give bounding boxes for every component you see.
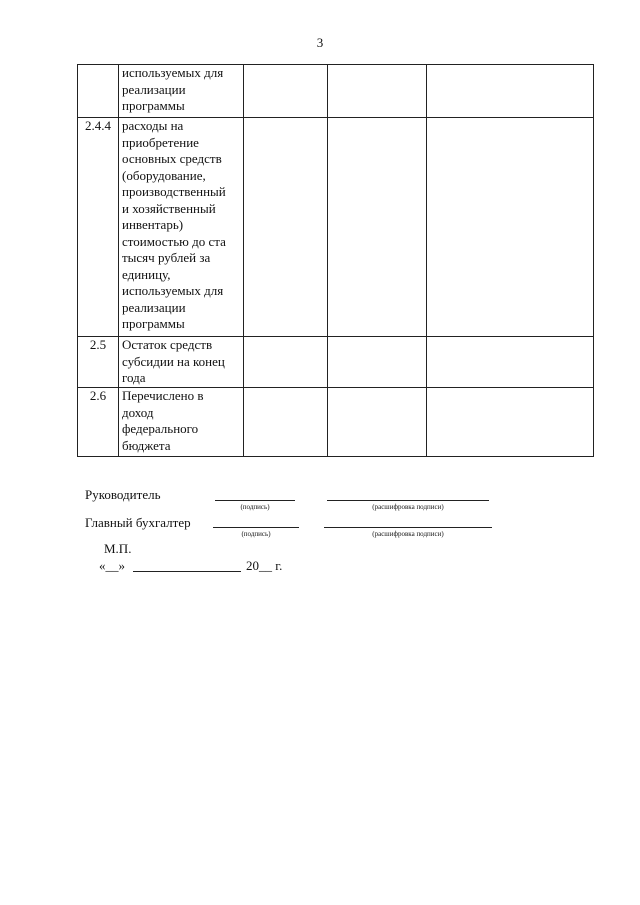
row-number: 2.5	[78, 337, 119, 388]
row-description: используемых для реализации программы	[119, 65, 244, 118]
table-row	[78, 337, 594, 388]
row-description: Перечислено в доход федерального бюджета	[119, 388, 244, 457]
date-year: 20__ г.	[246, 558, 283, 573]
row-description: Остаток средств субсидии на конец года	[119, 337, 244, 388]
row-number	[78, 65, 119, 118]
table-row	[78, 118, 594, 337]
accountant-signature-line[interactable]	[213, 527, 299, 528]
head-decoding-line[interactable]	[327, 500, 489, 501]
value-cell	[244, 388, 328, 457]
table-row	[78, 388, 594, 457]
value-cell	[328, 65, 427, 118]
table-row	[78, 65, 594, 118]
head-signature-caption: (подпись)	[240, 503, 270, 511]
row-description: расходы на приобретение основных средств (оборудование, производственный и хозяйственный инвентарь) стоимостью до ста тысяч рублей за единицу, используемых для реализации программы	[119, 118, 244, 337]
value-cell	[427, 118, 594, 337]
stamp-label: М.П.	[104, 541, 132, 556]
accountant-decoding-line[interactable]	[324, 527, 492, 528]
value-cell	[427, 388, 594, 457]
value-cell	[244, 337, 328, 388]
head-label: Руководитель	[85, 487, 161, 502]
row-number: 2.4.4	[78, 118, 119, 337]
value-cell	[244, 65, 328, 118]
page-number: 3	[316, 35, 324, 50]
value-cell	[328, 337, 427, 388]
date-day: «__»	[99, 558, 125, 573]
value-cell	[328, 118, 427, 337]
accountant-label: Главный бухгалтер	[85, 515, 191, 530]
row-number: 2.6	[78, 388, 119, 457]
accountant-signature-caption: (подпись)	[241, 530, 271, 538]
report-table	[77, 64, 594, 457]
head-decoding-caption: (расшифровка подписи)	[372, 503, 444, 511]
value-cell	[427, 337, 594, 388]
value-cell	[244, 118, 328, 337]
head-signature-line[interactable]	[215, 500, 295, 501]
date-month-line[interactable]	[133, 571, 241, 572]
value-cell	[328, 388, 427, 457]
value-cell	[427, 65, 594, 118]
accountant-decoding-caption: (расшифровка подписи)	[372, 530, 444, 538]
